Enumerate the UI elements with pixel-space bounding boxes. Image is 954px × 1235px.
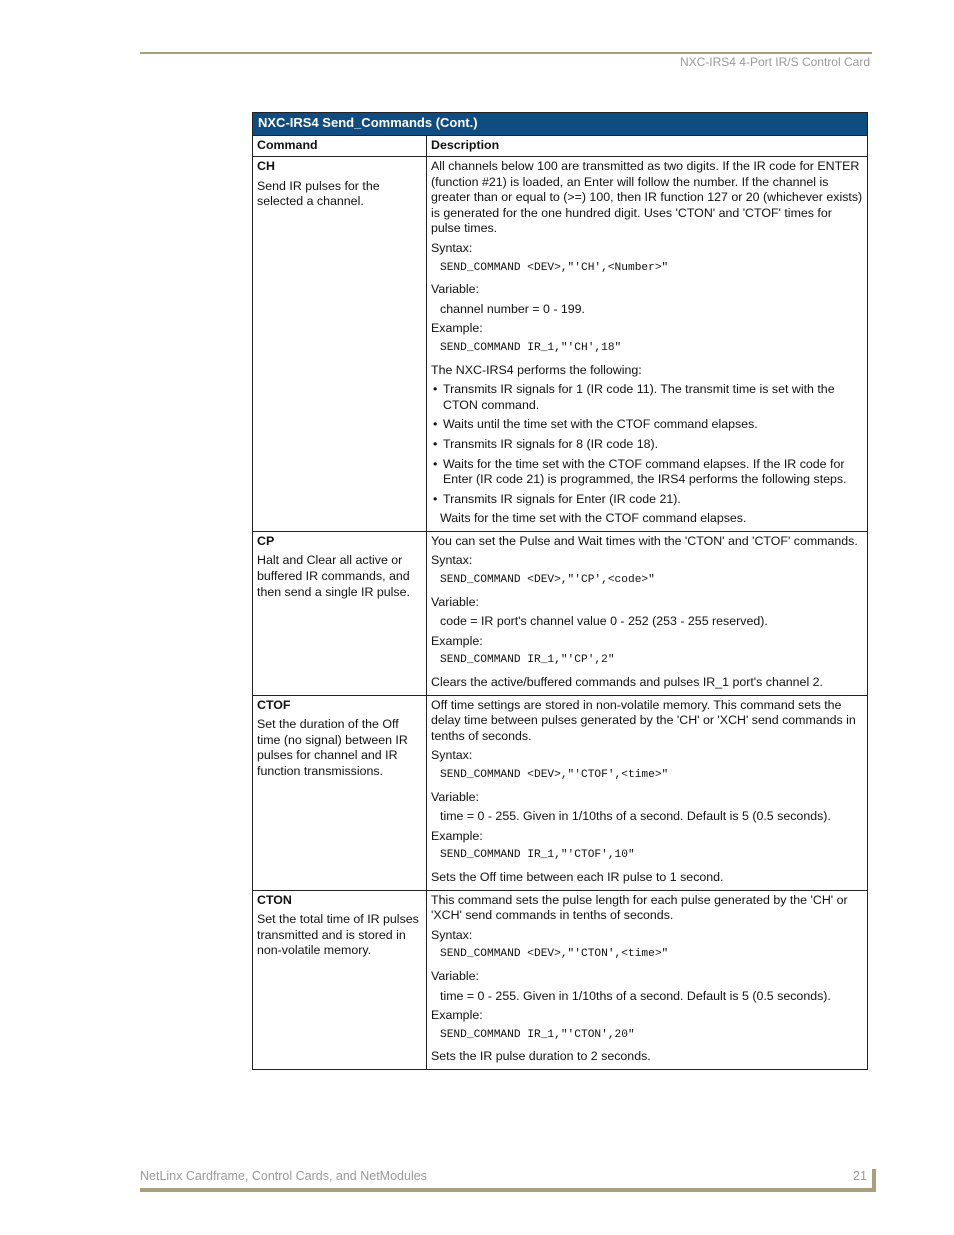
description-intro: Off time settings are stored in non-volatile memory. This command sets the delay time between pulses generated by the 'CH' or 'XCH' send commands in tenths of seconds. — [431, 697, 856, 743]
example-code: SEND_COMMAND IR_1,"'CTOF',10" — [440, 849, 635, 862]
syntax-code: SEND_COMMAND <DEV>,"'CTON',<time>" — [440, 948, 669, 961]
list-item: • Transmits IR signals for Enter (IR code 21). — [431, 492, 863, 508]
variable-text: code = IR port's channel value 0 - 252 (253 - 255 reserved). — [440, 614, 768, 629]
syntax-label: Syntax: — [431, 748, 473, 763]
footer-rule-tick — [872, 1169, 876, 1192]
variable-text: time = 0 - 255. Given in 1/10ths of a second. Default is 5 (0.5 seconds). — [440, 988, 831, 1003]
variable-text: channel number = 0 - 199. — [440, 301, 585, 316]
description-cell — [427, 695, 868, 890]
running-header-title: NXC-IRS4 4-Port IR/S Control Card — [679, 55, 870, 69]
result-text: Sets the IR pulse duration to 2 seconds. — [431, 1049, 651, 1064]
command-name: CH — [257, 159, 275, 173]
description-intro: You can set the Pulse and Wait times with the 'CTON' and 'CTOF' commands. — [431, 533, 858, 548]
example-code: SEND_COMMAND IR_1,"'CH',18" — [440, 341, 622, 354]
table-row — [253, 695, 868, 890]
result-text: Clears the active/buffered commands and pulses IR_1 port's channel 2. — [431, 675, 823, 690]
table-row — [253, 157, 868, 532]
send-commands-table — [252, 112, 868, 1070]
example-label: Example: — [431, 321, 483, 336]
description-cell — [427, 157, 868, 532]
list-item: • Waits until the time set with the CTOF command elapses. — [431, 417, 863, 433]
list-item: • Waits for the time set with the CTOF command elapses. If the IR code for Enter (IR code 21) is programmed, the IRS4 performs the following steps. — [431, 457, 863, 488]
command-name: CP — [257, 533, 275, 548]
column-header-command: Command — [253, 136, 427, 157]
description-cell — [427, 890, 868, 1069]
list-item: • Transmits IR signals for 1 (IR code 11). The transmit time is set with the CTON command. — [431, 382, 863, 413]
command-name: CTON — [257, 892, 292, 907]
example-label: Example: — [431, 1008, 483, 1023]
syntax-code: SEND_COMMAND <DEV>,"'CTOF',<time>" — [440, 769, 669, 781]
result-text: Sets the Off time between each IR pulse to 1 second. — [431, 869, 724, 884]
syntax-label: Syntax: — [431, 927, 473, 942]
page-number: 21 — [853, 1169, 867, 1183]
syntax-code: SEND_COMMAND <DEV>,"'CP',<code>" — [440, 574, 655, 587]
footer-title: NetLinx Cardframe, Control Cards, and NetModules — [140, 1169, 427, 1183]
example-code: SEND_COMMAND IR_1,"'CP',2" — [440, 654, 615, 667]
variable-text: time = 0 - 255. Given in 1/10ths of a second. Default is 5 (0.5 seconds). — [440, 809, 831, 824]
command-summary: Set the duration of the Off time (no signal) between IR pulses for channel and IR function transmissions. — [257, 717, 408, 778]
description-intro: All channels below 100 are transmitted as two digits. If the IR code for ENTER (function #21) is loaded, an Enter will follow the number. If the channel is greater than or equal to (>=) 100, then IR function 127 or 20 (whichever exists) is generated for the one hundred digit. Uses 'CTON' and 'CTOF' times for pulse times. — [431, 159, 863, 236]
result-text: The NXC-IRS4 performs the following: — [431, 362, 642, 377]
table-title: NXC-IRS4 Send_Commands (Cont.) — [253, 113, 868, 136]
header-rule — [140, 52, 872, 54]
table-row — [253, 890, 868, 1069]
footer-rule — [140, 1188, 876, 1192]
example-label: Example: — [431, 633, 483, 648]
variable-label: Variable: — [431, 968, 479, 983]
command-cell — [253, 695, 427, 890]
command-summary: Set the total time of IR pulses transmitted and is stored in non-volatile memory. — [257, 912, 419, 958]
table-title-row — [253, 113, 868, 136]
syntax-label: Syntax: — [431, 553, 473, 568]
list-item: • Transmits IR signals for 8 (IR code 18). — [431, 437, 863, 453]
example-code: SEND_COMMAND IR_1,"'CTON',20" — [440, 1028, 635, 1041]
command-cell — [253, 531, 427, 695]
command-cell — [253, 890, 427, 1069]
variable-label: Variable: — [431, 789, 479, 804]
command-summary: Send IR pulses for the selected a channel. — [257, 178, 380, 209]
command-summary: Halt and Clear all active or buffered IR commands, and then send a single IR pulse. — [257, 553, 410, 599]
description-cell — [427, 531, 868, 695]
variable-label: Variable: — [431, 594, 479, 609]
table-header-row — [253, 136, 868, 157]
table-row — [253, 531, 868, 695]
syntax-code: SEND_COMMAND <DEV>,"'CH',<Number>" — [440, 261, 669, 274]
command-cell — [253, 157, 427, 532]
description-intro: This command sets the pulse length for each pulse generated by the 'CH' or 'XCH' send commands in tenths of seconds. — [431, 892, 848, 923]
column-header-description: Description — [427, 136, 868, 157]
syntax-label: Syntax: — [431, 240, 473, 255]
final-step-text: Waits for the time set with the CTOF command elapses. — [440, 511, 747, 526]
example-label: Example: — [431, 828, 483, 843]
command-name: CTOF — [257, 697, 291, 712]
variable-label: Variable: — [431, 282, 479, 297]
